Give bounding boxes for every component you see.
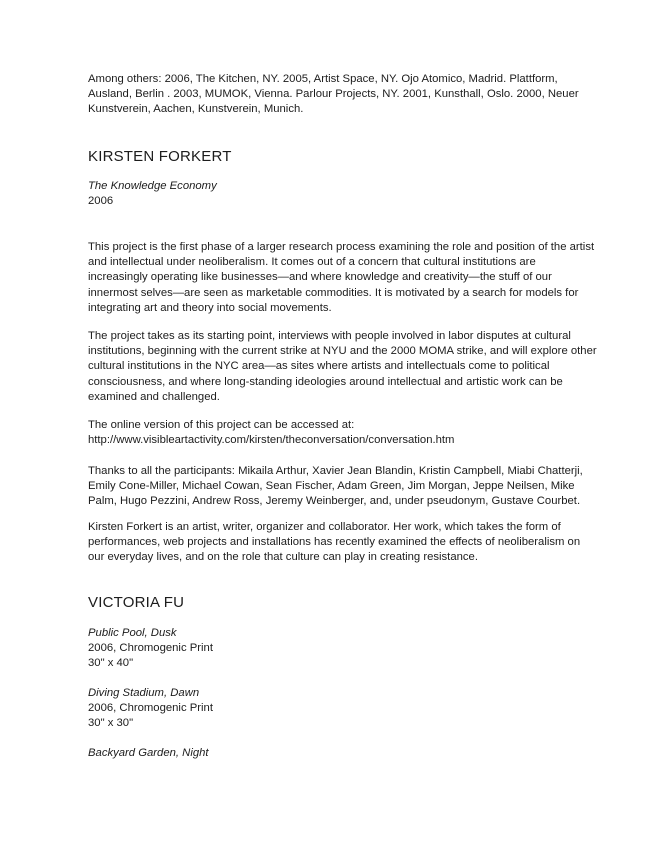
work-info-diving-stadium [88, 686, 598, 732]
work-info-knowledge-economy [88, 179, 598, 209]
work-info-backyard-garden [88, 746, 598, 761]
artist-name-forkert: KIRSTEN FORKERT [88, 148, 232, 165]
work-details: 2006, Chromogenic Print [88, 642, 213, 655]
thanks-paragraph: Thanks to all the participants: Mikaila Arthur, Xavier Jean Blandin, Kristin Campbell, Miabi Chatterji, Emily Cone-Miller, Michael Cowan, Sean Fischer, Adam Green, Jim Morgan, Jeppe Neilsen, Mike Palm, Hugo Pezzini, Andrew Ross, Jeremy Weinberger, and, under pseudonym, Gustave Courbet. [88, 465, 583, 508]
work-year: 2006 [88, 195, 114, 208]
work-title: Backyard Garden, Night [88, 747, 209, 759]
online-version-label: The online version of this project can be accessed at: [88, 419, 355, 431]
project-description-paragraph: This project is the first phase of a larger research process examining the role and position of the artist and intellectual under neoliberalism. It comes out of a concern that cultural institutions are increasingly operating like businesses—and where knowledge and creativity—the stuff of our innermost selves—are seen as marketable commodities. It is motivated by a search for models for integrating art and theory into social movements. [88, 241, 595, 314]
work-size: 30" x 40" [88, 657, 134, 670]
work-info-public-pool [88, 626, 598, 672]
online-version-block [88, 418, 598, 448]
work-details: 2006, Chromogenic Print [88, 702, 213, 715]
work-title: Public Pool, Dusk [88, 627, 177, 639]
work-size: 30" x 30" [88, 717, 134, 730]
exhibition-list: Among others: 2006, The Kitchen, NY. 2005, Artist Space, NY. Ojo Atomico, Madrid. Plattform, Ausland, Berlin . 2003, MUMOK, Vienna. Parlour Projects, NY. 2001, Kunsthall, Oslo. 2000, Neuer Kunstverein, Aachen, Kunstverein, Munich. [88, 73, 579, 116]
work-title: Diving Stadium, Dawn [88, 687, 200, 699]
artist-name-fu: VICTORIA FU [88, 594, 185, 611]
project-description-paragraph: The project takes as its starting point, interviews with people involved in labor disputes at cultural institutions, beginning with the current strike at NYU and the 2000 MOMA strike, and will explore other cultural institutions in the NYC area—as sites where artists and intellectuals come to political consciousness, and where long-standing ideologies around intellectual and artistic work can be examined and challenged. [88, 330, 597, 403]
work-title: The Knowledge Economy [88, 180, 217, 192]
artist-bio-forkert: Kirsten Forkert is an artist, writer, organizer and collaborator. Her work, which takes the form of performances, web projects and installations has recently examined the effects of neoliberalism on our everyday lives, and on the role that culture can play in creating resistance. [88, 521, 581, 564]
online-version-url: http://www.visibleartactivity.com/kirsten/theconversation/conversation.htm [88, 434, 455, 447]
